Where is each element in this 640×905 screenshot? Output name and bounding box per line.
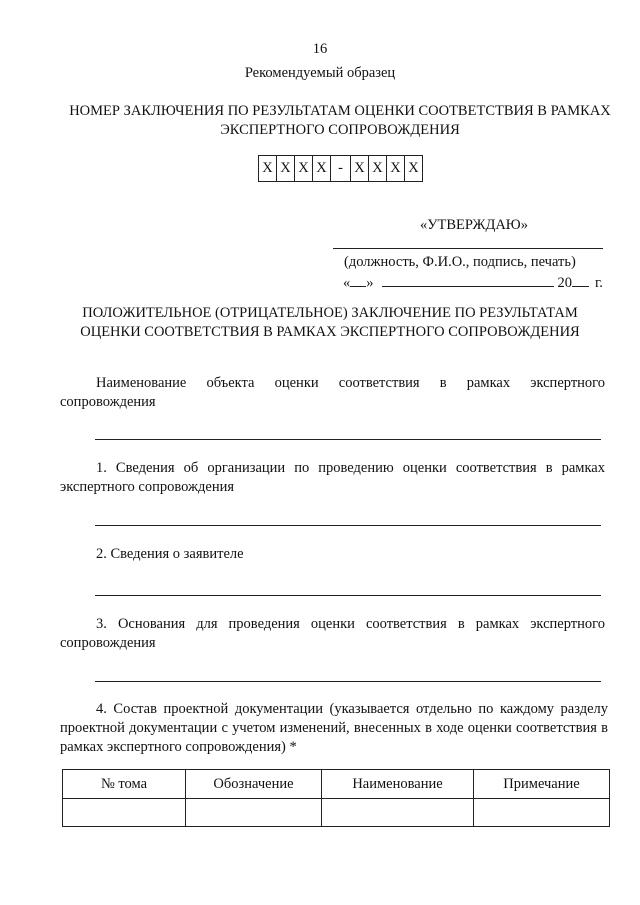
section-3-fill-line <box>95 681 601 682</box>
table-header-row <box>63 770 610 799</box>
number-box: X <box>404 155 423 182</box>
project-docs-table <box>62 769 610 827</box>
table-cell <box>63 799 186 827</box>
table-header-designation: Обозначение <box>186 770 322 799</box>
table-header-name: Наименование <box>322 770 474 799</box>
conclusion-number-heading: НОМЕР ЗАКЛЮЧЕНИЯ ПО РЕЗУЛЬТАТАМ ОЦЕНКИ СООТВЕТСТВИЯ В РАМКАХ ЭКСПЕРТНОГО СОПРОВОЖДЕНИЯ <box>69 103 611 138</box>
number-box: X <box>294 155 313 182</box>
object-name-label: Наименование объекта оценки соответствия в рамках экспертного сопровождения <box>60 375 605 410</box>
date-open-quote: « <box>343 275 351 291</box>
table-cell <box>186 799 322 827</box>
approval-label: «УТВЕРЖДАЮ» <box>420 217 528 233</box>
date-year-blank <box>572 271 589 287</box>
section-2-applicant: 2. Сведения о заявителе <box>96 546 244 562</box>
table-row <box>63 799 610 827</box>
approval-signature-line <box>333 248 603 249</box>
sample-label: Рекомендуемый образец <box>244 65 396 81</box>
page-number: 16 <box>312 41 328 57</box>
conclusion-title: ПОЛОЖИТЕЛЬНОЕ (ОТРИЦАТЕЛЬНОЕ) ЗАКЛЮЧЕНИЕ ПО РЕЗУЛЬТАТАМ ОЦЕНКИ СООТВЕТСТВИЯ В РАМКАХ ЭКСПЕРТНОГО СОПРОВОЖДЕНИЯ <box>80 305 580 340</box>
table-cell <box>322 799 474 827</box>
table-header-volume: № тома <box>63 770 186 799</box>
section-2-fill-line <box>95 595 601 596</box>
number-box: X <box>312 155 331 182</box>
section-1-organization: 1. Сведения об организации по проведению оценки соответствия в рамках экспертного сопровождения <box>60 460 605 495</box>
table-cell <box>474 799 610 827</box>
number-box: X <box>386 155 405 182</box>
date-day-blank <box>350 271 366 287</box>
number-box: X <box>276 155 295 182</box>
approval-date-row <box>343 271 603 293</box>
number-box: X <box>368 155 387 182</box>
date-close-quote: » <box>366 275 374 291</box>
date-year-suffix: г. <box>595 275 603 291</box>
number-box: X <box>258 155 277 182</box>
approval-caption: (должность, Ф.И.О., подпись, печать) <box>344 254 576 270</box>
section-3-grounds: 3. Основания для проведения оценки соответствия в рамках экспертного сопровождения <box>60 616 605 651</box>
number-box-separator: - <box>330 155 351 182</box>
date-month-blank <box>382 271 554 287</box>
date-year-prefix: 20 <box>557 275 572 291</box>
object-name-fill-line <box>95 439 601 440</box>
section-4-project-docs: 4. Состав проектной документации (указывается отдельно по каждому разделу проектной документации с учетом изменений, внесенных в ходе оценки соответствия в рамках экспертного сопровождения) * <box>60 701 608 755</box>
table-header-note: Примечание <box>474 770 610 799</box>
section-1-fill-line <box>95 525 601 526</box>
number-box: X <box>350 155 369 182</box>
conclusion-number-boxes <box>259 155 423 182</box>
